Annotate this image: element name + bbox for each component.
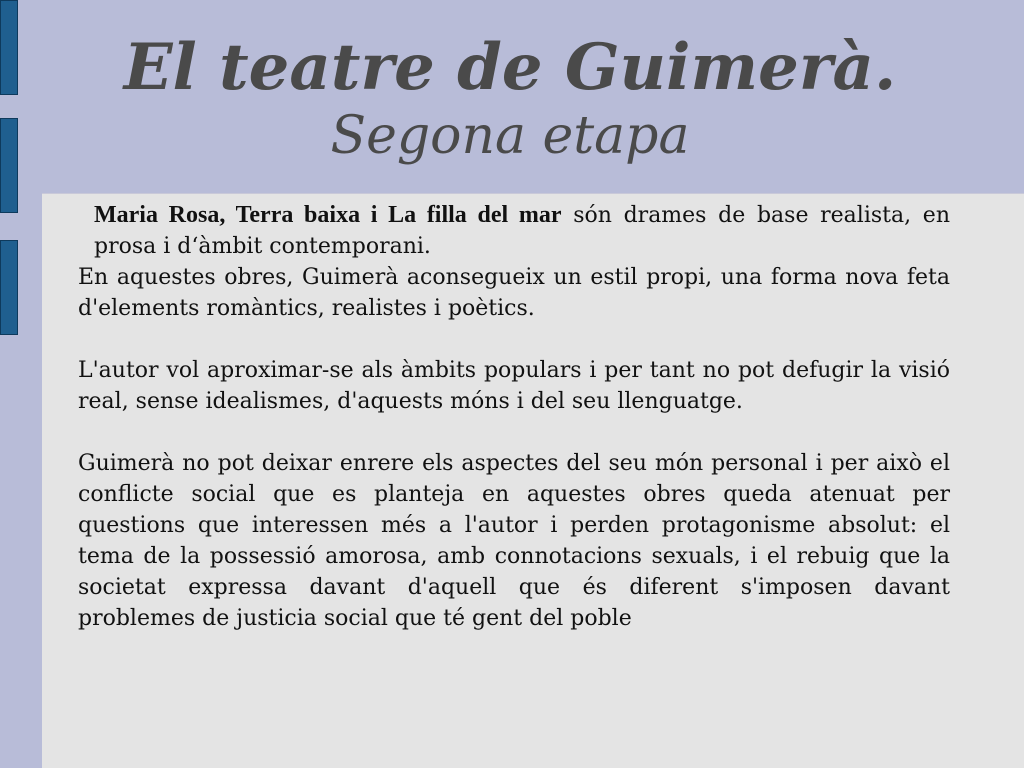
paragraph-conflict: Guimerà no pot deixar enrere els aspectes del seu món personal i per això el conflicte social que es planteja en aquestes obres queda atenuat per questions que interessen més a l'autor i perden protagonisme absolut: el tema de la possessió amorosa, amb connotacions sexuals, i el rebuig que la societat expressa davant d'aquell que és diferent s'imposen davant problemes de justicia social que té gent del poble	[78, 451, 950, 631]
paragraph-style: En aquestes obres, Guimerà aconsegueix un estil propi, una forma nova feta d'elements romàntics, realistes i poètics.	[78, 265, 950, 321]
works-list: Maria Rosa, Terra baixa i La filla del mar	[94, 202, 562, 228]
paragraph-intro-rest: són drames de base realista, en prosa i d‘àmbit contemporani.	[94, 203, 950, 259]
accent-bar-top	[0, 0, 18, 95]
slide-title-line1: El teatre de Guimerà.	[123, 30, 897, 105]
accent-bar-middle	[0, 118, 18, 213]
accent-bar-bottom	[0, 240, 18, 335]
content-body	[78, 200, 950, 634]
slide-title-line2: Segona etapa	[330, 105, 690, 166]
slide-title	[30, 30, 990, 167]
paragraph-intro	[78, 200, 950, 262]
paragraph-popular: L'autor vol aproximar-se als àmbits populars i per tant no pot defugir la visió real, sense idealismes, d'aquests móns i del seu llenguatge.	[78, 358, 950, 414]
